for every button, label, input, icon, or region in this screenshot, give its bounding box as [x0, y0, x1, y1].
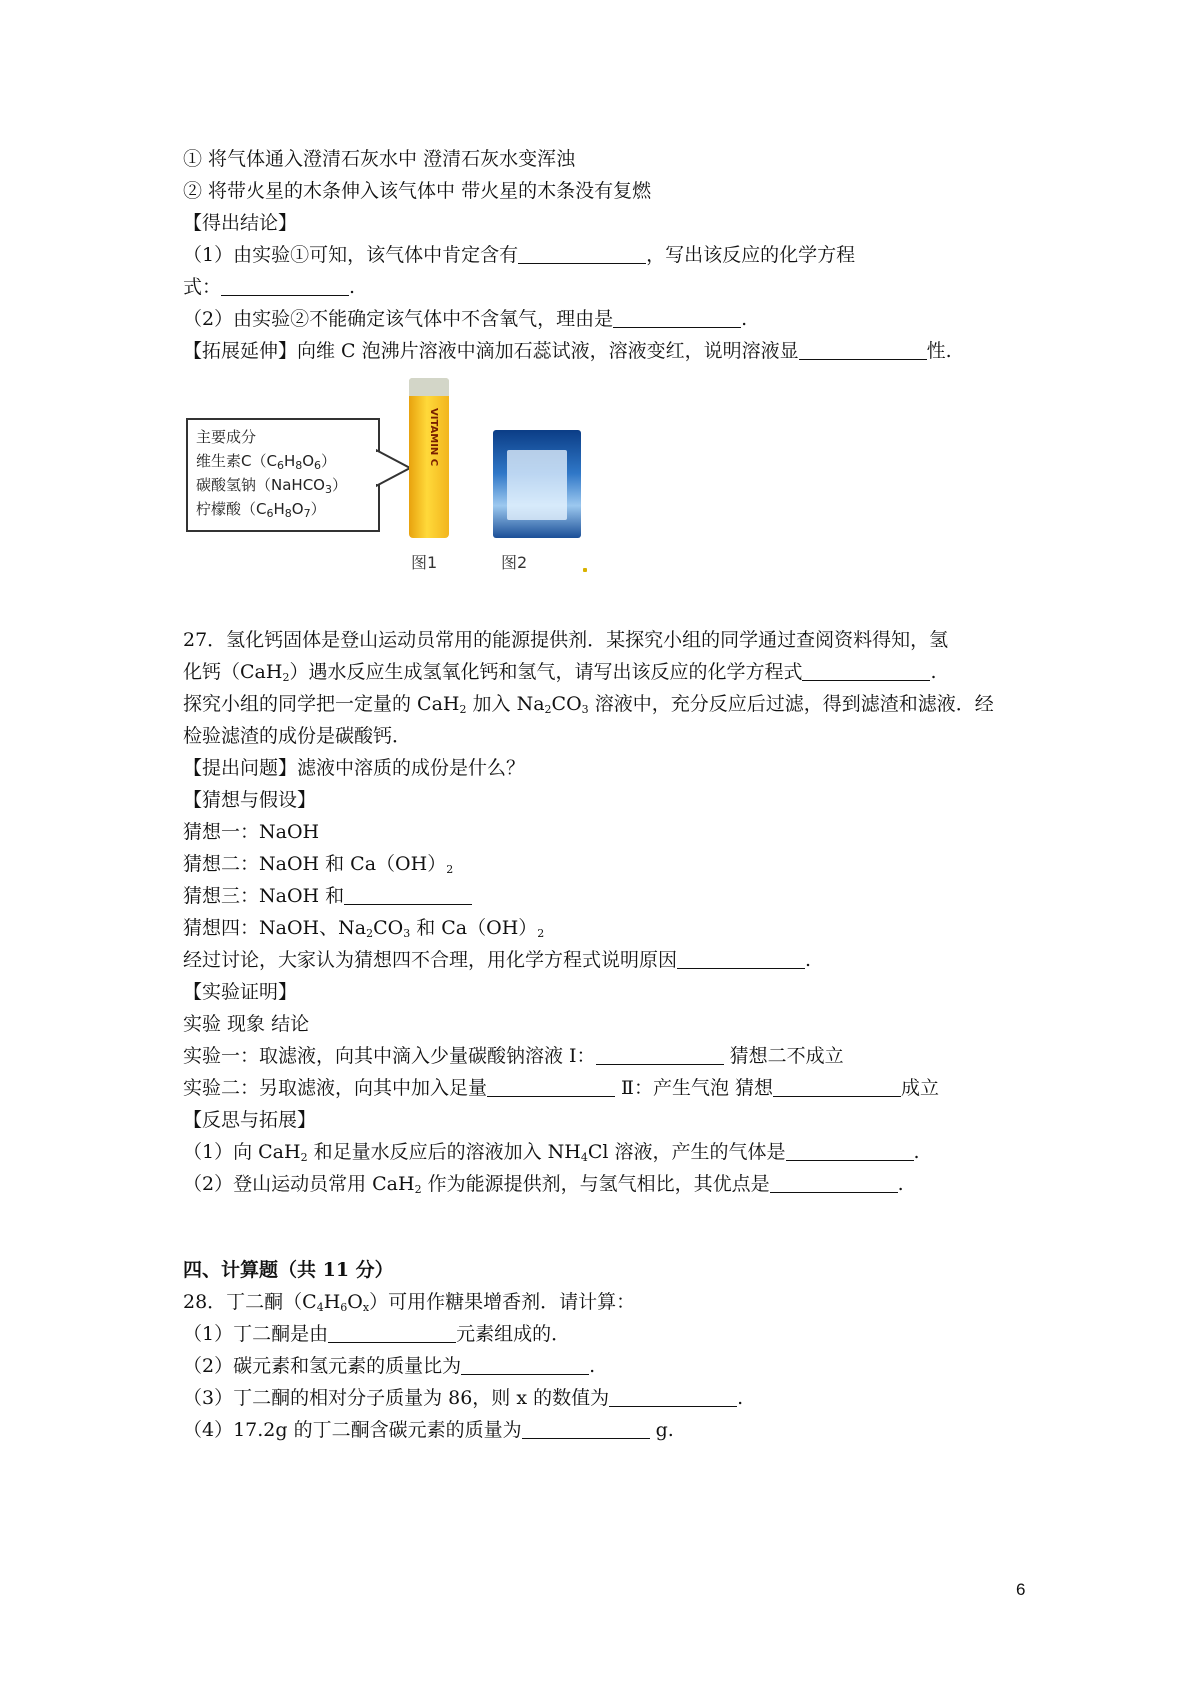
conclusion-1-cont: 式： .	[183, 276, 356, 298]
answer-blank[interactable]	[786, 1142, 914, 1161]
section-4-heading: 四、计算题（共 11 分）	[183, 1259, 394, 1281]
page-number: 6	[1016, 1580, 1026, 1599]
q28-part-4: （4）17.2g 的丁二酮含碳元素的质量为 g.	[183, 1419, 674, 1441]
ingredients-callout	[186, 418, 380, 532]
reflection-2: （2）登山运动员常用 CaH$_2$ 作为能源提供剂，与氢气相比，其优点是 .	[183, 1173, 904, 1196]
guess-1: 猜想一：NaOH	[183, 821, 320, 843]
heading-conclusion: 【得出结论】	[183, 212, 298, 234]
q27-reflection-heading: 【反思与拓展】	[183, 1109, 317, 1131]
q27-experiment-heading: 【实验证明】	[183, 981, 298, 1003]
q27-table-header: 实验 现象 结论	[183, 1013, 310, 1035]
step-1: ① 将气体通入澄清石灰水中 澄清石灰水变浑浊	[183, 148, 576, 170]
q27-hypothesis-heading: 【猜想与假设】	[183, 789, 317, 811]
tube-cap	[409, 378, 449, 396]
ingredient-vitamin-c: 维生素$C(C_6H_8O_6)$	[196, 452, 337, 472]
q27-line-2: 化钙（CaH$_2$）遇水反应生成氢氧化钙和氢气，请写出该反应的化学方程式 .	[183, 661, 937, 684]
answer-blank[interactable]	[221, 277, 349, 296]
ingredient-citric-acid: 柠檬酸$(C_6H_8O_7)$	[196, 500, 326, 520]
conclusion-1: （1）由实验①可知，该气体中肯定含有 ，写出该反应的化学方程	[183, 244, 856, 266]
q27-question: 【提出问题】滤液中溶质的成份是什么？	[183, 757, 526, 779]
q27-line-4: 检验滤渣的成份是碳酸钙．	[183, 725, 412, 747]
q27-discussion: 经过讨论，大家认为猜想四不合理，用化学方程式说明原因 .	[183, 949, 812, 971]
figure-vitamin-c	[183, 378, 603, 578]
experiment-2: 实验二：另取滤液，向其中加入足量 Ⅱ：产生气泡 猜想 成立	[183, 1077, 940, 1099]
q27-line-3: 探究小组的同学把一定量的 CaH$_2$ 加入 $Na_2CO_3$ 溶液中，充分反应后过滤，得到滤渣和滤液．经	[183, 693, 994, 716]
guess-3: 猜想三：NaOH 和	[183, 884, 472, 908]
answer-blank[interactable]	[613, 309, 741, 328]
extension: 【拓展延伸】向维 C 泡沸片溶液中滴加石蕊试液，溶液变红，说明溶液显 性.	[183, 340, 952, 362]
reflection-1: （1）向 CaH$_2$ 和足量水反应后的溶液加入 $NH_4Cl$ 溶液，产生的气体是 .	[183, 1141, 920, 1164]
answer-blank[interactable]	[596, 1046, 724, 1065]
answer-blank[interactable]	[328, 1324, 456, 1343]
speck	[583, 568, 587, 572]
answer-blank[interactable]	[799, 341, 927, 360]
ingredient-sodium-bicarbonate: 碳酸氢钠（NaHCO$_3$）	[196, 476, 347, 496]
answer-blank[interactable]	[344, 886, 472, 905]
answer-blank[interactable]	[518, 245, 646, 264]
glass-fizz	[507, 450, 567, 520]
answer-blank[interactable]	[802, 662, 930, 681]
guess-2: 猜想二：NaOH 和 $Ca(OH)_2$	[183, 853, 454, 876]
q28-line-1: 28．丁二酮$(C_4H_6O_x)$可用作糖果增香剂．请计算：	[183, 1291, 636, 1314]
q28-part-3: （3）丁二酮的相对分子质量为 86，则 x 的数值为 .	[183, 1387, 744, 1409]
answer-blank[interactable]	[522, 1420, 650, 1439]
experiment-1: 实验一：取滤液，向其中滴入少量碳酸钠溶液 Ⅰ： 猜想二不成立	[183, 1045, 844, 1067]
ingredients-title: 主要成分	[196, 428, 257, 446]
figure-label-1: 图1	[411, 553, 438, 572]
answer-blank[interactable]	[677, 950, 805, 969]
answer-blank[interactable]	[773, 1078, 901, 1097]
answer-blank[interactable]	[461, 1356, 589, 1375]
conclusion-2: （2）由实验②不能确定该气体中不含氧气，理由是 .	[183, 308, 748, 330]
tube-label: VITAMIN C	[428, 408, 439, 467]
figure-label-2: 图2	[501, 553, 528, 572]
q28-part-1: （1）丁二酮是由 元素组成的．	[183, 1323, 571, 1345]
step-2: ② 将带火星的木条伸入该气体中 带火星的木条没有复燃	[183, 180, 652, 202]
q28-part-2: （2）碳元素和氢元素的质量比为 .	[183, 1355, 596, 1377]
q27-line-1: 27．氢化钙固体是登山运动员常用的能源提供剂．某探究小组的同学通过查阅资料得知，氢	[183, 629, 949, 651]
guess-4: 猜想四：NaOH、$Na_2CO_3$ 和 $Ca(OH)_2$	[183, 917, 545, 940]
answer-blank[interactable]	[487, 1078, 615, 1097]
answer-blank[interactable]	[609, 1388, 737, 1407]
callout-pointer	[376, 448, 412, 488]
answer-blank[interactable]	[770, 1174, 898, 1193]
